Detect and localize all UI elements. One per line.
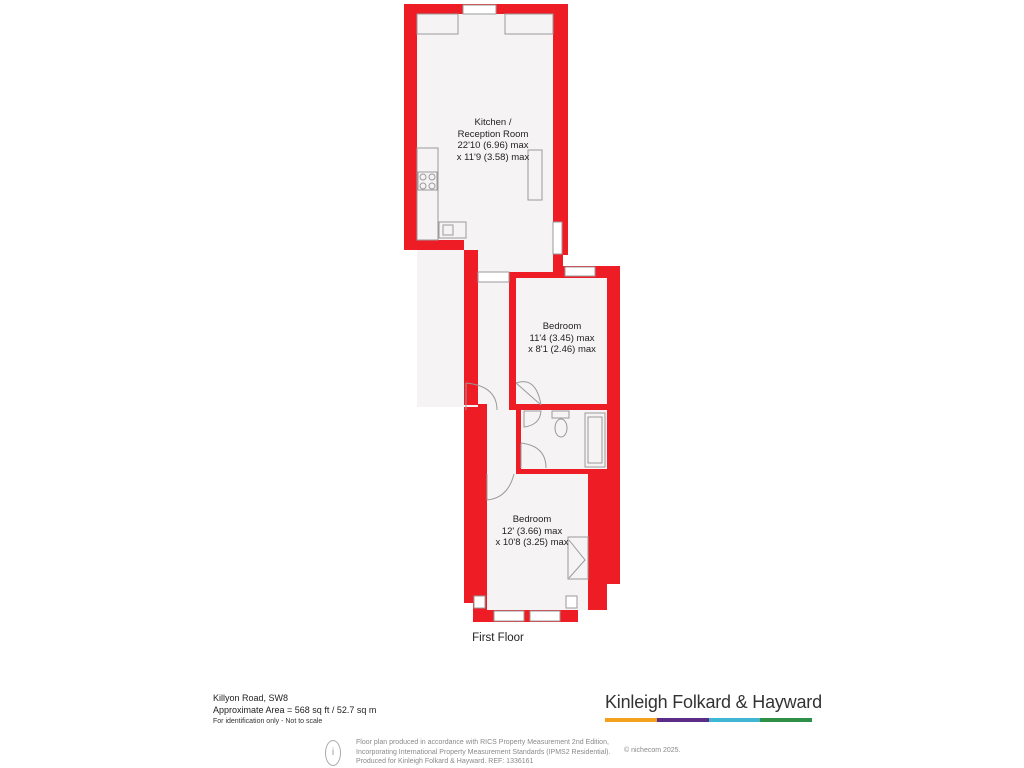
info-icon: i: [325, 740, 341, 766]
footer-line-1: Floor plan produced in accordance with RICS Property Measurement 2nd Edition,: [356, 739, 609, 746]
window-bedroom1: [565, 267, 595, 276]
bedroom2-length: 12' (3.66) max: [501, 525, 563, 537]
brand-name: Kinleigh Folkard & Hayward: [605, 692, 822, 712]
bedroom2-name: Bedroom: [512, 514, 552, 525]
bedroom1-name: Bedroom: [542, 321, 582, 332]
footer-copyright: © nichecom 2025.: [624, 747, 681, 754]
window-bedroom2-left: [494, 611, 524, 621]
footer-line-2: Incorporating International Property Measurement Standards (IPMS2 Residential).: [356, 748, 611, 756]
bedroom1-width: x 8'1 (2.46) max: [528, 344, 596, 355]
bedroom1-length: 11'4 (3.45) max: [529, 332, 595, 344]
kitchen-width: x 11'9 (3.58) max: [456, 151, 530, 163]
footer-line-3: Produced for Kinleigh Folkard & Hayward. REF: 1336161: [356, 758, 534, 765]
window-bedroom2-side-right: [566, 596, 577, 608]
footer-text: [356, 738, 610, 767]
kitchen-lower-wall: [404, 240, 464, 250]
brand-logo: [605, 692, 822, 722]
window-kitchen-side: [553, 222, 562, 254]
property-area: Approximate Area = 568 sq ft / 52.7 sq m: [213, 704, 377, 715]
brand-bar-purple: [657, 718, 709, 722]
property-note: For identification only - Not to scale: [213, 718, 323, 725]
kitchen-name-2: Reception Room: [457, 128, 529, 140]
window-bedroom2-side-left: [474, 596, 485, 608]
bedroom2-width: x 10'8 (3.25) max: [495, 537, 569, 548]
bedroom2-label: [472, 514, 592, 549]
hall-opening: [478, 272, 509, 282]
kitchen-label: [433, 117, 553, 163]
kitchen-recess-wall: [404, 14, 417, 250]
property-info: [213, 693, 376, 728]
kitchen-name-1: Kitchen /: [474, 117, 512, 128]
kitchen-length: 22'10 (6.96) max: [457, 140, 529, 151]
brand-bar-orange: [605, 718, 657, 722]
bathroom-floor: [521, 410, 607, 469]
brand-bar-blue: [709, 718, 761, 722]
brand-bar-green: [760, 718, 812, 722]
bedroom1-label: [502, 321, 622, 356]
window-bedroom2-right: [530, 611, 560, 621]
brand-color-bar: [605, 718, 812, 722]
floor-label: First Floor: [472, 632, 524, 644]
property-address: Killyon Road, SW8: [213, 693, 289, 703]
window-kitchen-top: [463, 5, 496, 14]
kitchen-floor-patch2: [478, 226, 553, 272]
